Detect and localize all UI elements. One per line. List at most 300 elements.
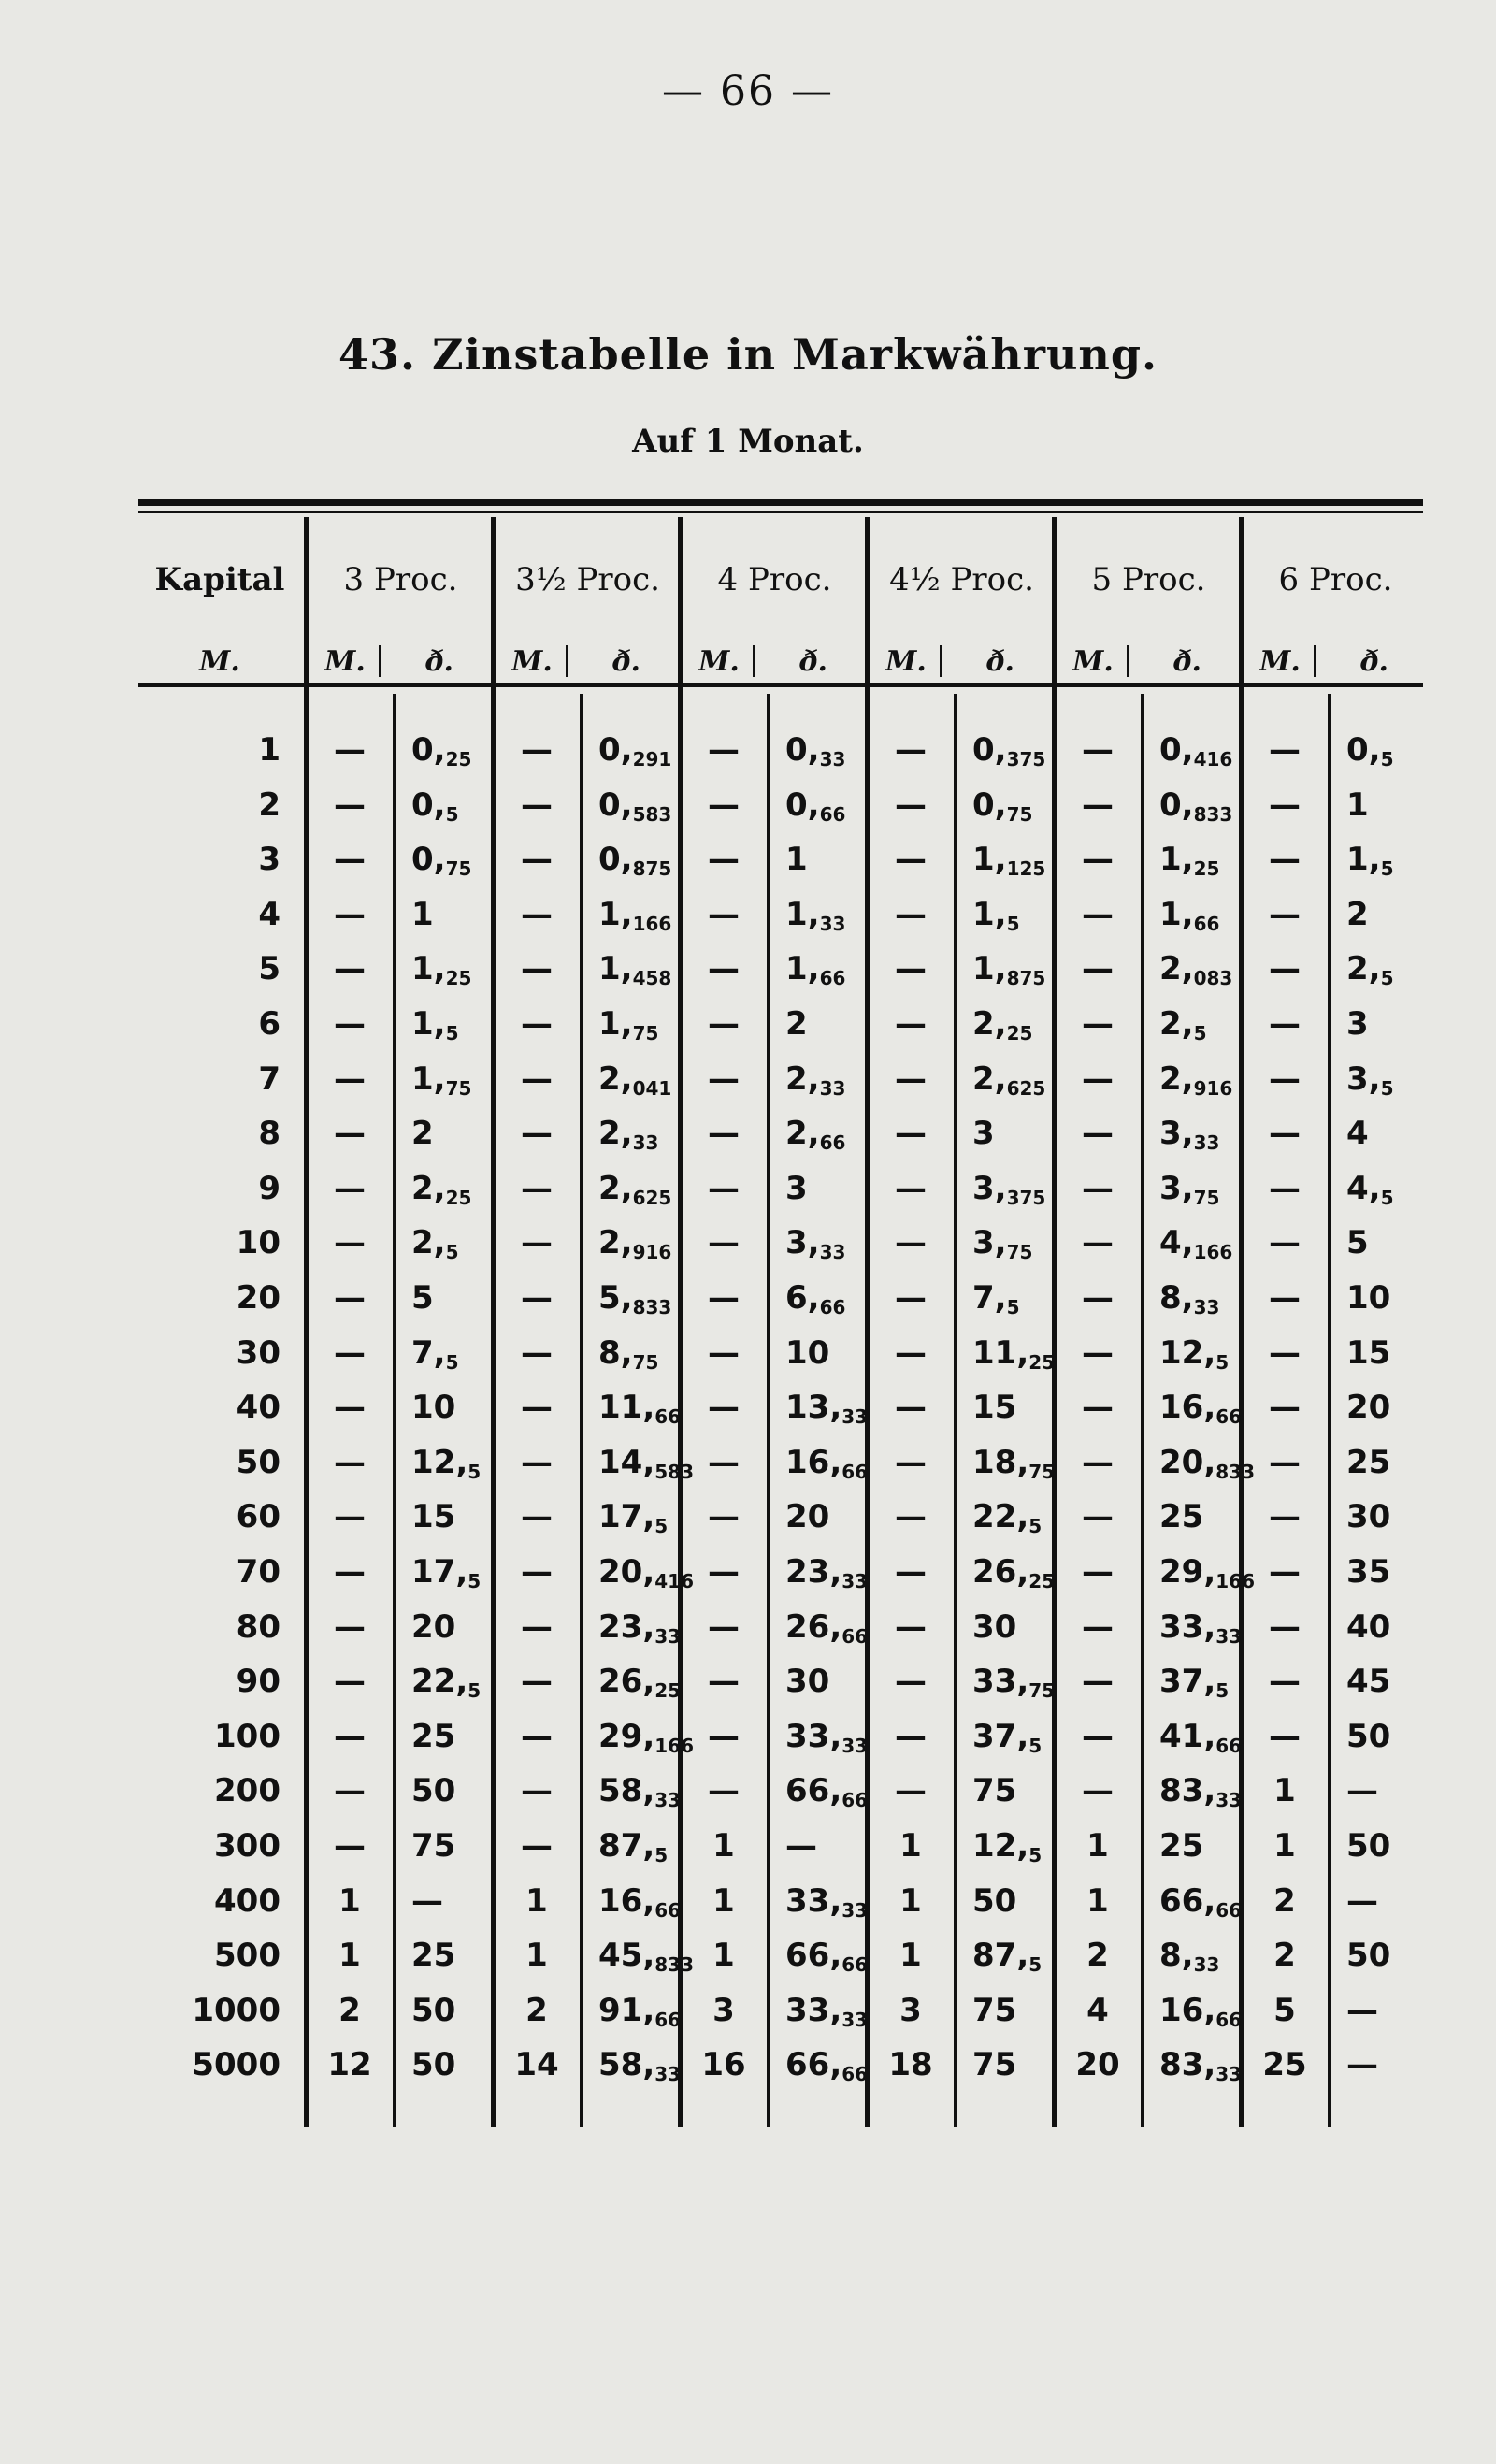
pfennig-cell: 3 [1346, 1005, 1369, 1043]
pfennig-cell: $87,_5$ [598, 1827, 669, 1866]
column-divider [1052, 517, 1057, 2127]
mark-cell: — [895, 1389, 927, 1427]
table-title: 43. Zinstabelle in Markwährung. [338, 329, 1158, 380]
pfennig-unit: ð. [425, 645, 453, 678]
mark-cell: — [1082, 1663, 1114, 1701]
mark-cell: — [895, 1333, 927, 1372]
pfennig-cell: $1,_{66}$ [1159, 895, 1220, 935]
decimal-part: 5 [468, 1570, 482, 1592]
capital-cell: 30 [236, 1333, 280, 1372]
mark-cell: — [708, 1169, 740, 1207]
subcolumn-divider [580, 694, 583, 2127]
pfennig-cell: $58,_{33}$ [598, 1772, 682, 1812]
pfennig-cell: $1,_{66}$ [785, 950, 846, 990]
decimal-part: 66 [1216, 1734, 1243, 1757]
pfennig-cell: 35 [1346, 1553, 1391, 1591]
decimal-part: 66 [1216, 1898, 1243, 1922]
capital-cell: 5 [258, 950, 280, 988]
mark-cell: 14 [514, 2046, 559, 2084]
mark-cell: — [521, 1663, 553, 1701]
pfennig-cell: 2 [1346, 895, 1369, 933]
mark-cell: — [708, 1224, 740, 1262]
mark-cell: — [334, 1005, 366, 1043]
mark-cell: — [1269, 785, 1301, 824]
mark-cell: — [334, 731, 366, 769]
mark-cell: 2 [1273, 1881, 1296, 1920]
mark-cell: — [1082, 950, 1114, 988]
capital-cell: 50 [236, 1443, 280, 1481]
mark-unit: M. [885, 645, 927, 678]
pfennig-cell: — [1346, 1881, 1378, 1920]
pfennig-cell: $5,_{833}$ [598, 1279, 672, 1318]
decimal-part: 66 [842, 1624, 869, 1648]
decimal-part: 66 [842, 1953, 869, 1977]
pfennig-cell: $1,_5$ [411, 1005, 459, 1045]
mark-cell: — [1269, 1279, 1301, 1317]
table-subtitle: Auf 1 Monat. [632, 423, 864, 460]
decimal-part: 166 [1216, 1570, 1255, 1592]
pfennig-cell: $2,_{66}$ [785, 1115, 846, 1155]
mark-cell: — [895, 1224, 927, 1262]
pfennig-cell: 25 [1159, 1498, 1204, 1536]
pfennig-cell: 20 [411, 1607, 456, 1646]
mark-cell: — [334, 1115, 366, 1153]
mark-cell: — [1269, 1443, 1301, 1481]
mark-cell: 1 [899, 1827, 922, 1865]
pfennig-cell: 20 [785, 1498, 830, 1536]
capital-cell: 80 [236, 1607, 280, 1646]
decimal-part: 5 [1380, 748, 1394, 771]
capital-cell: 3 [258, 841, 280, 879]
mark-cell: 20 [1075, 2046, 1120, 2084]
pfennig-cell: $33,_{33}$ [1159, 1607, 1243, 1648]
mark-cell: 1 [1086, 1827, 1109, 1865]
decimal-part: 25 [1006, 1022, 1033, 1045]
pfennig-cell: $0,_{25}$ [411, 731, 472, 771]
pfennig-cell: $0,_{33}$ [785, 731, 846, 771]
rate-header: 3½ Proc. [515, 561, 660, 598]
capital-cell: 400 [214, 1881, 280, 1920]
decimal-part: 5 [1028, 1844, 1043, 1866]
pfennig-cell: $83,_{33}$ [1159, 1772, 1243, 1812]
decimal-part: 5 [654, 1515, 669, 1538]
decimal-part: 5 [1380, 1076, 1394, 1100]
mark-cell: — [1082, 1169, 1114, 1207]
decimal-part: 166 [632, 912, 672, 935]
pfennig-cell: $29,_{166}$ [598, 1717, 694, 1757]
decimal-part: 5 [468, 1460, 482, 1483]
decimal-part: 25 [1028, 1570, 1056, 1592]
pfennig-cell: 25 [411, 1717, 456, 1755]
mark-cell: — [1269, 1498, 1301, 1536]
mark-cell: — [334, 1389, 366, 1427]
mark-cell: — [521, 895, 553, 933]
mark-unit: M. [1259, 645, 1301, 678]
capital-cell: 300 [214, 1827, 280, 1865]
capital-cell: 1 [258, 731, 280, 769]
decimal-part: 5 [445, 1350, 459, 1374]
decimal-part: 25 [1193, 857, 1220, 881]
pfennig-cell: $20,_{416}$ [598, 1553, 694, 1592]
decimal-part: 5 [1028, 1515, 1043, 1538]
pfennig-cell: — [1346, 2046, 1378, 2084]
decimal-part: 75 [1028, 1460, 1056, 1483]
pfennig-cell: $0,_5$ [411, 785, 459, 826]
decimal-part: 416 [1193, 748, 1233, 771]
mark-cell: — [895, 1279, 927, 1317]
capital-cell: 90 [236, 1663, 280, 1701]
decimal-part: 5 [445, 1241, 459, 1264]
pfennig-cell: 40 [1346, 1607, 1391, 1646]
mark-cell: — [895, 785, 927, 824]
pfennig-cell: $12,_5$ [972, 1827, 1043, 1866]
decimal-part: 66 [654, 2008, 682, 2031]
subcolumn-divider [767, 694, 770, 2127]
decimal-part: 75 [632, 1022, 659, 1045]
decimal-part: 875 [632, 857, 672, 881]
pfennig-cell: 50 [1346, 1937, 1391, 1975]
pfennig-cell: $7,_5$ [972, 1279, 1020, 1318]
mark-cell: — [708, 1498, 740, 1536]
pfennig-cell: 30 [972, 1607, 1017, 1646]
mark-cell: — [1082, 1005, 1114, 1043]
pfennig-unit: ð. [1360, 645, 1388, 678]
subcolumn-divider [393, 694, 396, 2127]
mark-cell: 1 [338, 1937, 361, 1975]
pfennig-cell: — [1346, 1991, 1378, 2029]
decimal-part: 625 [632, 1186, 672, 1209]
decimal-part: 166 [654, 1734, 694, 1757]
unit-separator [940, 645, 942, 677]
mark-cell: — [708, 1279, 740, 1317]
mark-cell: — [1269, 1717, 1301, 1755]
pfennig-cell: $8,_{75}$ [598, 1333, 659, 1374]
pfennig-cell: 3 [972, 1115, 995, 1153]
mark-unit: M. [511, 645, 553, 678]
decimal-part: 66 [1193, 912, 1220, 935]
pfennig-cell: $83,_{33}$ [1159, 2046, 1243, 2086]
mark-cell: — [708, 1772, 740, 1810]
decimal-part: 33 [1216, 1624, 1243, 1648]
header-rule [138, 683, 1423, 687]
pfennig-cell: 50 [411, 1991, 456, 2029]
decimal-part: 33 [1216, 2063, 1243, 2086]
mark-cell: — [708, 1663, 740, 1701]
mark-cell: — [334, 785, 366, 824]
decimal-part: 5 [1028, 1953, 1043, 1977]
decimal-part: 66 [819, 967, 846, 990]
decimal-part: 583 [654, 1460, 694, 1483]
mark-cell: — [1269, 950, 1301, 988]
pfennig-cell: $13,_{33}$ [785, 1389, 869, 1429]
pfennig-cell: $26,_{25}$ [598, 1663, 682, 1703]
mark-cell: 1 [712, 1937, 735, 1975]
mark-cell: — [895, 1498, 927, 1536]
capital-unit: M. [199, 645, 240, 678]
mark-cell: — [1269, 1224, 1301, 1262]
pfennig-cell: $22,_5$ [972, 1498, 1043, 1538]
decimal-part: 833 [632, 1296, 672, 1318]
pfennig-cell: $45,_{833}$ [598, 1937, 694, 1977]
unit-separator [753, 645, 755, 677]
decimal-part: 33 [1193, 1953, 1220, 1977]
decimal-part: 33 [632, 1131, 659, 1155]
pfennig-cell: $33,_{33}$ [785, 1881, 869, 1922]
decimal-part: 375 [1006, 1186, 1046, 1209]
decimal-part: 66 [1216, 2008, 1243, 2031]
pfennig-cell: $0,_5$ [1346, 731, 1394, 771]
rate-header: 3 Proc. [343, 561, 458, 598]
mark-cell: — [1082, 1498, 1114, 1536]
pfennig-cell: 1 [1346, 785, 1369, 824]
mark-cell: — [521, 1553, 553, 1591]
decimal-part: 625 [1006, 1076, 1046, 1100]
pfennig-cell: 45 [1346, 1663, 1391, 1701]
mark-cell: — [334, 1169, 366, 1207]
pfennig-cell: 25 [1159, 1827, 1204, 1865]
mark-cell: — [334, 895, 366, 933]
decimal-part: 833 [654, 1953, 694, 1977]
pfennig-cell: 50 [411, 1772, 456, 1810]
pfennig-cell: 5 [411, 1279, 434, 1317]
pfennig-cell: 75 [411, 1827, 456, 1865]
mark-cell: — [708, 1443, 740, 1481]
decimal-part: 833 [1216, 1460, 1255, 1483]
decimal-part: 33 [842, 2008, 869, 2031]
pfennig-cell: $22,_5$ [411, 1663, 482, 1703]
mark-cell: 2 [338, 1991, 361, 2029]
mark-cell: — [895, 1005, 927, 1043]
decimal-part: 5 [654, 1844, 669, 1866]
mark-cell: — [521, 785, 553, 824]
pfennig-cell: $0,_{75}$ [411, 841, 472, 881]
mark-cell: — [1269, 731, 1301, 769]
mark-cell: — [521, 1115, 553, 1153]
mark-cell: — [1269, 1005, 1301, 1043]
mark-cell: — [334, 1772, 366, 1810]
decimal-part: 75 [632, 1350, 659, 1374]
mark-cell: — [521, 1443, 553, 1481]
mark-cell: — [895, 950, 927, 988]
mark-cell: — [708, 1389, 740, 1427]
mark-cell: — [334, 1059, 366, 1098]
mark-cell: — [708, 1717, 740, 1755]
decimal-part: 041 [632, 1076, 672, 1100]
decimal-part: 833 [1193, 802, 1233, 826]
mark-cell: — [708, 1115, 740, 1153]
mark-cell: 3 [899, 1991, 922, 2029]
rate-header: 4½ Proc. [889, 561, 1034, 598]
mark-cell: 1 [712, 1827, 735, 1865]
mark-cell: — [1082, 785, 1114, 824]
pfennig-cell: $1,_{875}$ [972, 950, 1046, 990]
mark-cell: — [334, 1443, 366, 1481]
mark-cell: 1 [712, 1881, 735, 1920]
pfennig-cell: 75 [972, 1772, 1017, 1810]
pfennig-cell: $1,_5$ [1346, 841, 1394, 881]
mark-cell: — [521, 1224, 553, 1262]
pfennig-cell: 30 [1346, 1498, 1391, 1536]
pfennig-cell: $1,_{458}$ [598, 950, 672, 990]
pfennig-cell: $2,_5$ [411, 1224, 459, 1264]
subcolumn-divider [1141, 694, 1144, 2127]
mark-cell: — [334, 1607, 366, 1646]
top-rule-thin [138, 511, 1423, 513]
pfennig-cell: $41,_{66}$ [1159, 1717, 1243, 1757]
pfennig-cell: 25 [411, 1937, 456, 1975]
mark-cell: — [895, 1553, 927, 1591]
pfennig-cell: 10 [785, 1333, 830, 1372]
pfennig-cell: 75 [972, 2046, 1017, 2084]
decimal-part: 33 [819, 748, 846, 771]
pfennig-cell: 10 [1346, 1279, 1391, 1317]
rate-header: 5 Proc. [1091, 561, 1206, 598]
pfennig-cell: $16,_{66}$ [1159, 1389, 1243, 1429]
mark-cell: — [521, 731, 553, 769]
capital-cell: 40 [236, 1389, 280, 1427]
mark-cell: 2 [525, 1991, 548, 2029]
mark-cell: — [1082, 1115, 1114, 1153]
decimal-part: 66 [819, 1131, 846, 1155]
pfennig-cell: $4,_{166}$ [1159, 1224, 1233, 1264]
pfennig-cell: $58,_{33}$ [598, 2046, 682, 2086]
pfennig-cell: $1,_{33}$ [785, 895, 846, 935]
capital-cell: 1000 [192, 1991, 280, 2029]
mark-cell: — [1082, 1553, 1114, 1591]
mark-cell: — [708, 731, 740, 769]
mark-cell: — [895, 1717, 927, 1755]
decimal-part: 5 [445, 1022, 459, 1045]
pfennig-cell: $37,_5$ [1159, 1663, 1230, 1703]
mark-cell: 1 [1086, 1881, 1109, 1920]
pfennig-cell: $2,_{916}$ [1159, 1059, 1233, 1100]
mark-cell: — [521, 1169, 553, 1207]
mark-cell: — [334, 950, 366, 988]
mark-cell: — [334, 1498, 366, 1536]
mark-cell: — [1269, 1169, 1301, 1207]
decimal-part: 5 [1216, 1679, 1230, 1703]
mark-cell: — [708, 1607, 740, 1646]
pfennig-cell: $1,_5$ [972, 895, 1020, 935]
decimal-part: 291 [632, 748, 672, 771]
decimal-part: 5 [468, 1679, 482, 1703]
mark-cell: — [521, 1827, 553, 1865]
mark-cell: 2 [1273, 1937, 1296, 1975]
pfennig-unit: ð. [799, 645, 827, 678]
pfennig-cell: 50 [1346, 1827, 1391, 1865]
decimal-part: 33 [819, 912, 846, 935]
mark-cell: — [895, 1607, 927, 1646]
pfennig-cell: $2,_{33}$ [785, 1059, 846, 1100]
pfennig-cell: $0,_{75}$ [972, 785, 1033, 826]
mark-cell: — [1082, 1607, 1114, 1646]
decimal-part: 25 [445, 748, 472, 771]
mark-cell: — [895, 1059, 927, 1098]
pfennig-cell: $11,_{66}$ [598, 1389, 682, 1429]
decimal-part: 75 [445, 857, 472, 881]
pfennig-cell: 1 [785, 841, 808, 879]
pfennig-cell: $1,_{166}$ [598, 895, 672, 935]
pfennig-cell: $0,_{833}$ [1159, 785, 1233, 826]
pfennig-cell: $2,_{083}$ [1159, 950, 1233, 990]
pfennig-cell: $2,_{625}$ [598, 1169, 672, 1209]
decimal-part: 66 [819, 1296, 846, 1318]
decimal-part: 33 [1193, 1131, 1220, 1155]
decimal-part: 5 [1380, 857, 1394, 881]
mark-cell: 18 [888, 2046, 933, 2084]
pfennig-cell: $16,_{66}$ [1159, 1991, 1243, 2031]
top-rule-thick [138, 499, 1423, 506]
capital-cell: 100 [214, 1717, 280, 1755]
mark-cell: 4 [1086, 1991, 1109, 2029]
pfennig-cell: $16,_{66}$ [598, 1881, 682, 1922]
pfennig-cell: $2,_{625}$ [972, 1059, 1046, 1100]
decimal-part: 33 [842, 1734, 869, 1757]
capital-cell: 70 [236, 1553, 280, 1591]
mark-cell: — [1082, 1059, 1114, 1098]
pfennig-cell: 50 [411, 2046, 456, 2084]
pfennig-cell: $3,_{375}$ [972, 1169, 1046, 1209]
mark-cell: — [1082, 1224, 1114, 1262]
mark-cell: — [1269, 1389, 1301, 1427]
decimal-part: 33 [654, 2063, 682, 2086]
pfennig-cell: — [785, 1827, 817, 1865]
mark-cell: — [334, 841, 366, 879]
mark-cell: — [1269, 895, 1301, 933]
pfennig-cell: $2,_5$ [1346, 950, 1394, 990]
pfennig-cell: $1,_{25}$ [1159, 841, 1220, 881]
mark-cell: — [708, 841, 740, 879]
unit-separator [566, 645, 568, 677]
pfennig-cell: $33,_{33}$ [785, 1717, 869, 1757]
pfennig-cell: $66,_{66}$ [785, 1937, 869, 1977]
decimal-part: 5 [1380, 1186, 1394, 1209]
pfennig-cell: 15 [411, 1498, 456, 1536]
pfennig-cell: $3,_5$ [1346, 1059, 1394, 1100]
column-divider [865, 517, 870, 2127]
mark-cell: — [521, 1279, 553, 1317]
decimal-part: 33 [1216, 1789, 1243, 1812]
capital-cell: 9 [258, 1169, 280, 1207]
decimal-part: 75 [1006, 1241, 1033, 1264]
mark-cell: — [1269, 1333, 1301, 1372]
decimal-part: 33 [842, 1405, 869, 1429]
mark-cell: — [521, 1389, 553, 1427]
decimal-part: 33 [654, 1624, 682, 1648]
mark-cell: — [708, 950, 740, 988]
pfennig-cell: $91,_{66}$ [598, 1991, 682, 2031]
decimal-part: 66 [1216, 1405, 1243, 1429]
mark-cell: — [1269, 1607, 1301, 1646]
pfennig-cell: 1 [411, 895, 434, 933]
pfennig-cell: $1,_{75}$ [411, 1059, 472, 1100]
pfennig-cell: $87,_5$ [972, 1937, 1043, 1977]
pfennig-cell: $33,_{33}$ [785, 1991, 869, 2031]
pfennig-cell: $0,_{66}$ [785, 785, 846, 826]
decimal-part: 66 [842, 1789, 869, 1812]
mark-cell: — [521, 1717, 553, 1755]
mark-cell: — [895, 1443, 927, 1481]
pfennig-cell: $2,_5$ [1159, 1005, 1207, 1045]
pfennig-cell: $4,_5$ [1346, 1169, 1394, 1209]
unit-separator [379, 645, 381, 677]
decimal-part: 5 [1380, 967, 1394, 990]
pfennig-cell: $1,_{75}$ [598, 1005, 659, 1045]
mark-cell: — [1269, 1553, 1301, 1591]
decimal-part: 75 [1193, 1186, 1220, 1209]
pfennig-cell: $26,_{25}$ [972, 1553, 1056, 1592]
pfennig-cell: 30 [785, 1663, 830, 1701]
